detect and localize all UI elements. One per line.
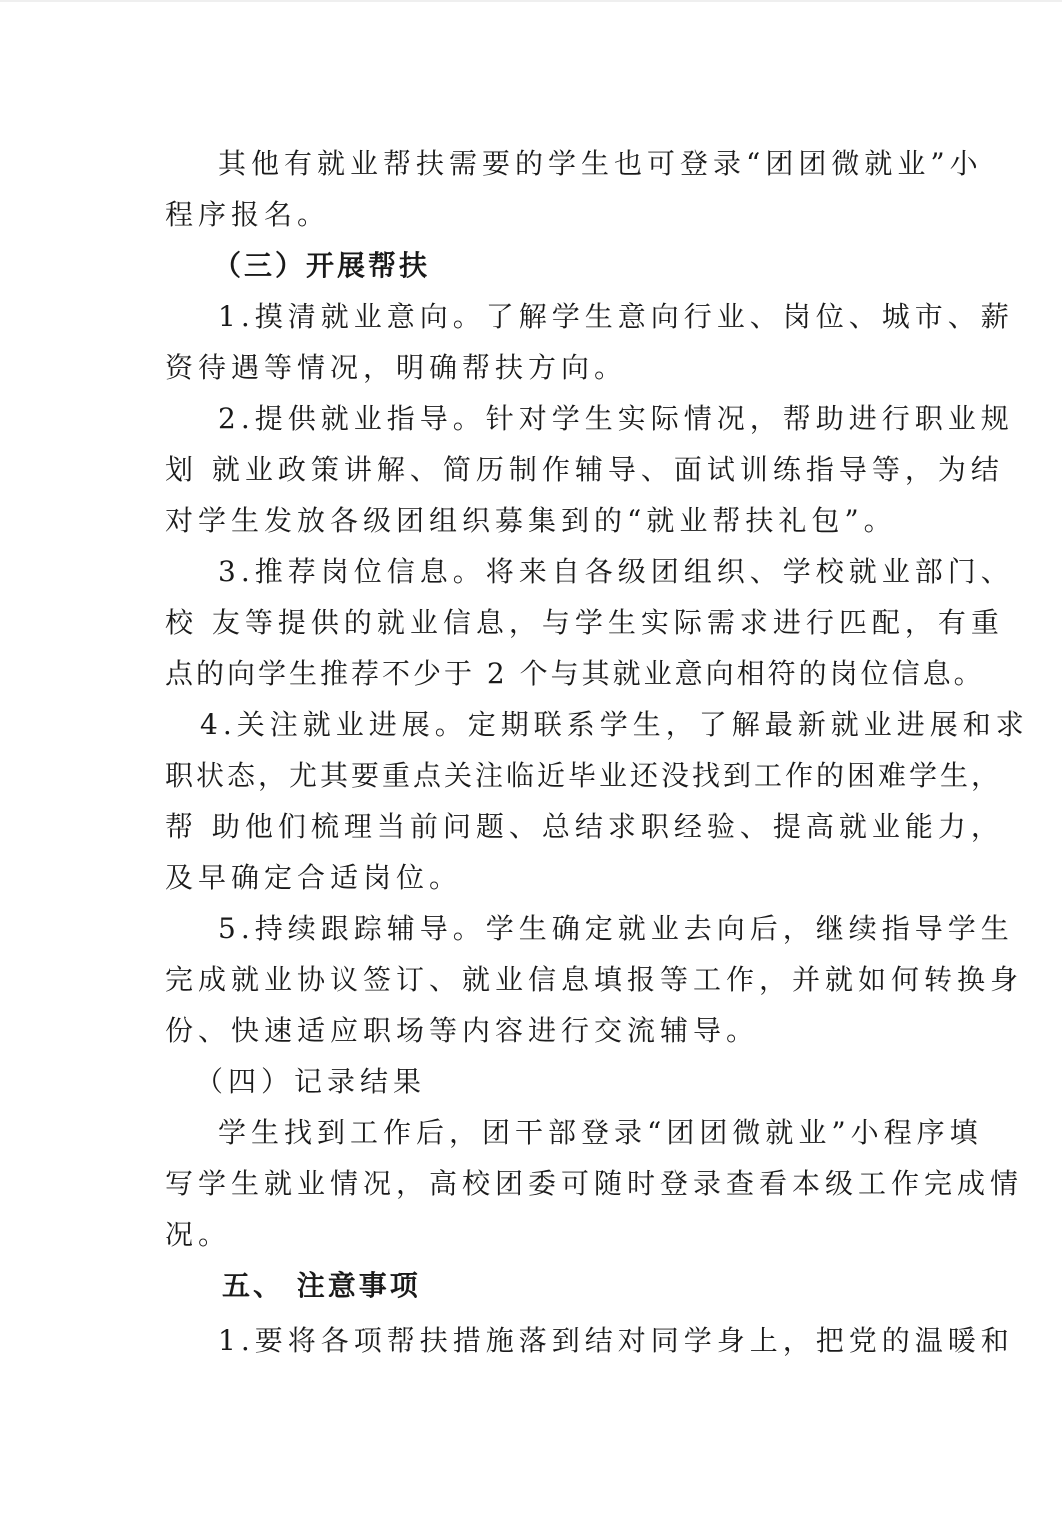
paragraph-line: 帮 助他们梳理当前问题、总结求职经验、提高就业能力， bbox=[165, 810, 1004, 843]
paragraph-line: 划 就业政策讲解、简历制作辅导、面试训练指导等，为结 bbox=[165, 453, 1004, 486]
section-heading: （三）开展帮扶 bbox=[213, 249, 431, 282]
paragraph-line: 学生找到工作后，团干部登录“团团微就业”小程序填 bbox=[218, 1116, 983, 1149]
paragraph-line: 1.要将各项帮扶措施落到结对同学身上，把党的温暖和 bbox=[218, 1324, 1014, 1357]
paragraph-line: 4.关注就业进展。定期联系学生，了解最新就业进展和求 bbox=[200, 708, 1029, 741]
paragraph-line: 写学生就业情况，高校团委可随时登录查看本级工作完成情 bbox=[165, 1167, 1024, 1200]
paragraph-line: 资待遇等情况，明确帮扶方向。 bbox=[165, 351, 628, 384]
paragraph-line: 及早确定合适岗位。 bbox=[165, 861, 463, 894]
paragraph-line: 2.提供就业指导。针对学生实际情况，帮助进行职业规 bbox=[218, 402, 1014, 435]
paragraph-line: 对学生发放各级团组织募集到的“就业帮扶礼包”。 bbox=[165, 504, 897, 537]
paragraph-line: 1.摸清就业意向。了解学生意向行业、岗位、城市、薪 bbox=[218, 300, 1014, 333]
paragraph-line: 职状态，尤其要重点关注临近毕业还没找到工作的困难学生， bbox=[165, 759, 1003, 792]
paragraph-line: 况。 bbox=[165, 1218, 232, 1251]
section-heading: 五、 注意事项 bbox=[222, 1269, 421, 1302]
paragraph-line: 完成就业协议签订、就业信息填报等工作，并就如何转换身 bbox=[165, 963, 1024, 996]
paragraph-line: 份、快速适应职场等内容进行交流辅导。 bbox=[165, 1014, 760, 1047]
paragraph-line: 5.持续跟踪辅导。学生确定就业去向后，继续指导学生 bbox=[218, 912, 1014, 945]
paragraph-line: 校 友等提供的就业信息，与学生实际需求进行匹配，有重 bbox=[165, 606, 1004, 639]
paragraph-line: 3.推荐岗位信息。将来自各级团组织、学校就业部门、 bbox=[218, 555, 1014, 588]
top-divider bbox=[0, 0, 1062, 2]
paragraph-line: 其他有就业帮扶需要的学生也可登录“团团微就业”小 bbox=[218, 147, 983, 180]
section-heading: （四）记录结果 bbox=[195, 1065, 427, 1098]
paragraph-line: 点的向学生推荐不少于 2 个与其就业意向相符的岗位信息。 bbox=[165, 657, 985, 690]
paragraph-line: 程序报名。 bbox=[165, 198, 331, 231]
